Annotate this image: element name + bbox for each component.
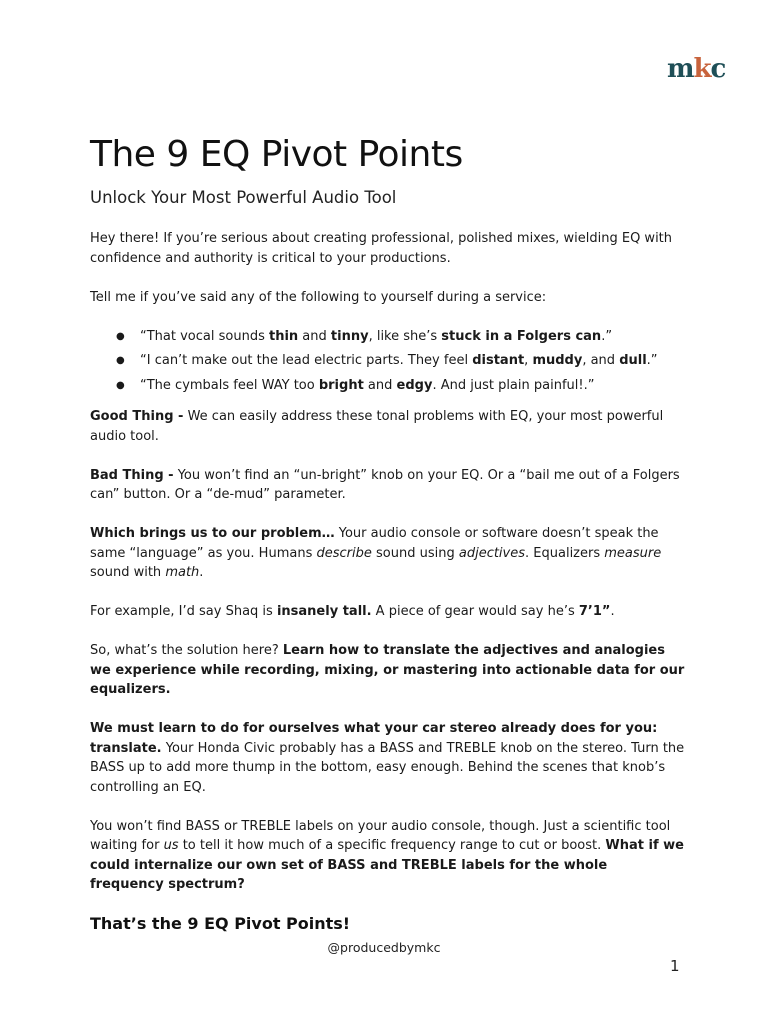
list-item: ● “That vocal sounds thin and tinny, like she’s stuck in a Folgers can.” xyxy=(120,327,685,347)
solution-paragraph: So, what’s the solution here? Learn how to translate the adjectives and analogies we experience while recording, mixing, or mastering into actionable data for our equalizers. xyxy=(90,643,685,697)
logo-k: k xyxy=(693,54,711,84)
brand-logo xyxy=(667,56,725,82)
logo-m: m xyxy=(667,54,694,84)
translate-paragraph: We must learn to do for ourselves what your car stereo already does for you: translate. Your Honda Civic probably has a BASS and TREBLE knob on the stereo. Turn the BASS up to add more thump in the bottom, easy enough. Behind the scenes that knob’s controlling an EQ. xyxy=(90,721,685,795)
closing-heading: That’s the 9 EQ Pivot Points! xyxy=(90,914,351,933)
page-title: The 9 EQ Pivot Points xyxy=(90,134,463,175)
page-subtitle: Unlock Your Most Powerful Audio Tool xyxy=(90,188,397,207)
intro-paragraph: Hey there! If you’re serious about creating professional, polished mixes, wielding EQ with confidence and authority is critical to your productions. xyxy=(90,231,673,266)
list-item: ● “The cymbals feel WAY too bright and edgy. And just plain painful!.” xyxy=(120,376,685,396)
problem-paragraph: Which brings us to our problem… Your audio console or software doesn’t speak the same “language” as you. Humans describe sound using adjectives. Equalizers measure sound with math. xyxy=(90,526,662,580)
labels-paragraph: You won’t find BASS or TREBLE labels on your audio console, though. Just a scientific tool waiting for us to tell it how much of a specific frequency range to cut or boost. What if we could internalize our own set of BASS and TREBLE labels for the whole frequency spectrum? xyxy=(90,818,684,892)
document-body xyxy=(90,229,685,934)
tell-me-paragraph: Tell me if you’ve said any of the following to yourself during a service: xyxy=(90,289,547,305)
page-number: 1 xyxy=(670,957,680,975)
example-paragraph: For example, I’d say Shaq is insanely tall. A piece of gear would say he’s 7’1”. xyxy=(90,604,615,619)
list-item: ● “I can’t make out the lead electric parts. They feel distant, muddy, and dull.” xyxy=(120,351,685,371)
bad-thing-paragraph: Bad Thing - You won’t find an “un-bright” knob on your EQ. Or a “bail me out of a Folgers can” button. Or a “de-mud” parameter. xyxy=(90,467,680,502)
social-handle: @producedbymkc xyxy=(327,940,441,955)
logo-c: c xyxy=(710,54,726,84)
quote-list xyxy=(90,327,685,396)
good-thing-paragraph: Good Thing - We can easily address these tonal problems with EQ, your most powerful audio tool. xyxy=(90,409,664,444)
